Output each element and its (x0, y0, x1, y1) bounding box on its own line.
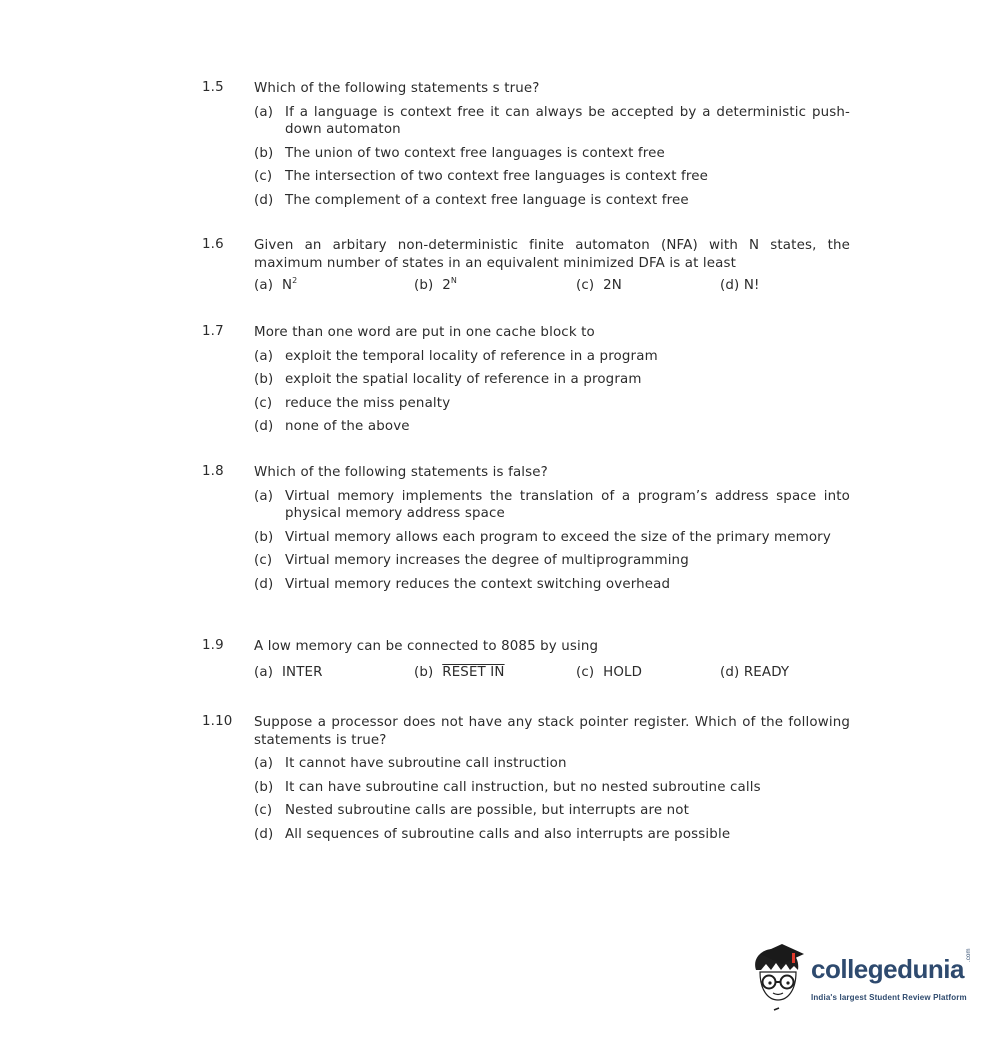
reset-in-signal: RESET IN (442, 664, 505, 680)
option-c: (c) Nested subroutine calls are possible, but interrupts are not (254, 803, 690, 818)
options-row (254, 278, 850, 298)
option-d: (d) READY (720, 664, 790, 680)
option-b: (b) RESET IN (414, 664, 505, 680)
question-number: 1.5 (202, 80, 224, 95)
logo-domain: .com (966, 948, 972, 962)
option-a: (a) INTER (254, 664, 323, 680)
question-body (254, 464, 850, 593)
option-d: (d) none of the above (254, 419, 410, 434)
option-c: (c) HOLD (576, 664, 643, 680)
question-stem: Which of the following statements s true? (254, 81, 540, 96)
option-b: (b) Virtual memory allows each program to exceed the size of the primary memory (254, 529, 831, 545)
options-row (254, 665, 850, 685)
option-a: (a) It cannot have subroutine call instruction (254, 756, 567, 771)
logo-tagline: India's largest Student Review Platform (811, 993, 967, 1002)
option-a: (a) Virtual memory implements the translation of a program’s address space into physical memory address space (254, 488, 850, 521)
option-b: (b) exploit the spatial locality of reference in a program (254, 372, 642, 387)
mascot-icon (748, 940, 810, 1020)
question-body (254, 237, 850, 298)
question-stem: Suppose a processor does not have any stack pointer register. Which of the following statements is true? (254, 715, 850, 748)
question-body (254, 80, 850, 209)
question-stem: Given an arbitary non-deterministic finite automaton (NFA) with N states, the maximum number of states in an equivalent minimized DFA is at least (254, 238, 850, 271)
question-body (254, 638, 850, 685)
option-a: (a) $N^2$ (254, 276, 298, 293)
question-body (254, 324, 850, 436)
question-number: 1.6 (202, 237, 224, 252)
question-body (254, 714, 850, 843)
question-number: 1.7 (202, 324, 224, 339)
option-a: (a) exploit the temporal locality of reference in a program (254, 348, 658, 364)
option-d: (d) N! (720, 278, 760, 293)
option-d: (d) Virtual memory reduces the context switching overhead (254, 576, 671, 592)
collegedunia-logo (748, 940, 988, 1020)
option-a: (a) If a language is context free it can always be accepted by a deterministic push-down automaton (254, 104, 850, 137)
option-b: (b) It can have subroutine call instruction, but no nested subroutine calls (254, 779, 761, 795)
question-stem: Which of the following statements is false? (254, 465, 548, 480)
option-c: (c) The intersection of two context free languages is context free (254, 169, 709, 184)
question-number: 1.9 (202, 638, 224, 653)
logo-wordmark: collegedunia (811, 954, 964, 984)
option-d: (d) The complement of a context free language is context free (254, 192, 689, 208)
option-c: (c) Virtual memory increases the degree of multiprogramming (254, 553, 689, 568)
option-b: (b) The union of two context free languages is context free (254, 145, 665, 161)
option-c: (c) reduce the miss penalty (254, 395, 451, 411)
question-number: 1.8 (202, 464, 224, 479)
question-stem: More than one word are put in one cache block to (254, 325, 595, 340)
option-d: (d) All sequences of subroutine calls and also interrupts are possible (254, 826, 731, 842)
option-c: (c) 2N (576, 278, 622, 293)
question-number: 1.10 (202, 714, 233, 729)
option-b: (b) $2^N$ (414, 276, 458, 293)
question-stem: A low memory can be connected to 8085 by using (254, 639, 599, 654)
